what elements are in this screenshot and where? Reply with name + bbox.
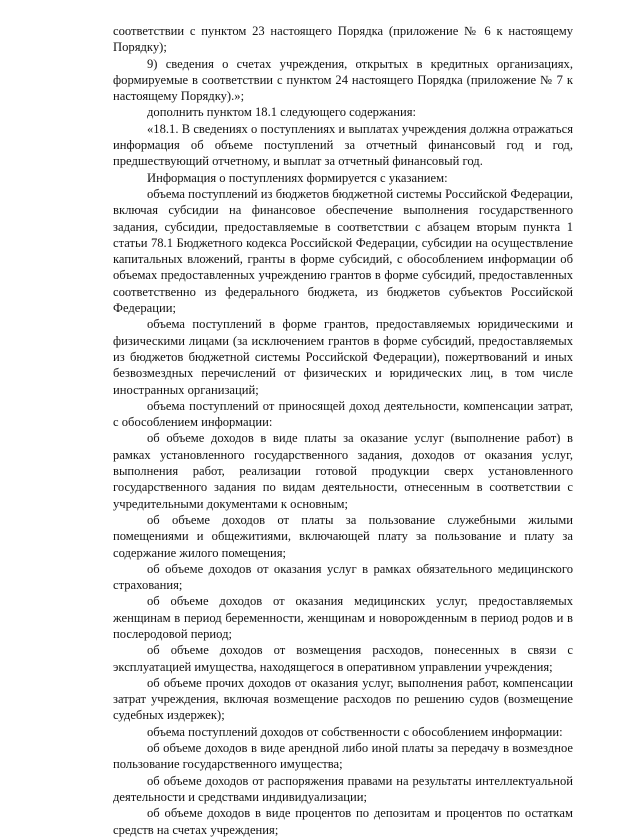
paragraph-other-income: об объеме прочих доходов от оказания услуг, выполнения работ, компенсации затрат учреждения, включая возмещение расходов по решению судов (возмещение судебных издержек); (113, 675, 573, 723)
paragraph-18-1: «18.1. В сведениях о поступлениях и выплатах учреждения должна отражаться информация об объеме поступлений за отчетный финансовый год и год, предшествующий отчетному, и выплат за отчетный финансовый год. (113, 121, 573, 169)
paragraph-item-9: 9) сведения о счетах учреждения, открытых в кредитных организациях, формируемые в соответствии с пунктом 24 настоящего Порядка (приложение № 7 к настоящему Порядку).»; (113, 56, 573, 104)
paragraph-continuation: соответствии с пунктом 23 настоящего Порядка (приложение № 6 к настоящему Порядку); (113, 24, 573, 55)
paragraph-info-intro: Информация о поступлениях формируется с указанием: (147, 170, 448, 185)
paragraph-grant-receipts: объема поступлений в форме грантов, предоставляемых юридическими и физическими лицами (за исключением грантов в форме субсидий, предоставляемых из бюджетов бюджетной системы Российской Федерации), пожертвований и иных безвозмездных перечислений от физических и юридических лиц, в том числе иностранных организаций; (113, 317, 573, 397)
paragraph-expense-recovery: об объеме доходов от возмещения расходов, понесенных в связи с эксплуатацией имущества, находящегося в оперативном управлении учреждения; (113, 643, 573, 674)
paragraph-property-income: объема поступлений доходов от собственности с обособлением информации: (147, 724, 563, 739)
paragraph-service-fees: об объеме доходов в виде платы за оказание услуг (выполнение работ) в рамках установленного государственного задания, доходов от оказания услуг, выполнения работ, реализации готовой продукции сверх установленного государственного задания по видам деятельности, отнесенным в соответствии с учредительными документами к основным; (113, 431, 573, 511)
paragraph-oms: об объеме доходов от оказания услуг в рамках обязательного медицинского страхования; (113, 561, 573, 593)
paragraph-rent-income: об объеме доходов в виде арендной либо иной платы за передачу в возмездное пользование государственного имущества; (113, 741, 573, 772)
paragraph-income-activity: объема поступлений от приносящей доход деятельности, компенсации затрат, с обособлением информации: (113, 398, 573, 430)
paragraph-deposit-interest: об объеме доходов в виде процентов по депозитам и процентов по остаткам средств на счетах учреждения; (113, 806, 573, 837)
paragraph-budget-receipts: объема поступлений из бюджетов бюджетной системы Российской Федерации, включая субсидии на финансовое обеспечение выполнения государственного задания, субсидии, предоставляемые в соответствии с абзацем вторым пункта 1 статьи 78.1 Бюджетного кодекса Российской Федерации, субсидии на осуществление капитальных вложений, гранты в форме субсидий, с обособлением информации об объемах предоставленных учреждению грантов в форме субсидий, предоставленных соответственно из федерального бюджета, из бюджетов субъектов Российской Федерации; (113, 186, 573, 316)
document-body (113, 23, 573, 838)
paragraph-amendment-intro: дополнить пунктом 18.1 следующего содержания: (147, 105, 417, 120)
paragraph-ip-rights: об объеме доходов от распоряжения правами на результаты интеллектуальной деятельности и средствами индивидуализации; (113, 773, 573, 804)
paragraph-housing-fees: об объеме доходов от платы за пользование служебными жилыми помещениями и общежитиями, включающей плату за пользование и плату за содержание жилого помещения; (113, 512, 573, 560)
paragraph-medical-services: об объеме доходов от оказания медицинских услуг, предоставляемых женщинам в период беременности, женщинам и новорожденным в период родов и в послеродовой период; (113, 594, 573, 641)
